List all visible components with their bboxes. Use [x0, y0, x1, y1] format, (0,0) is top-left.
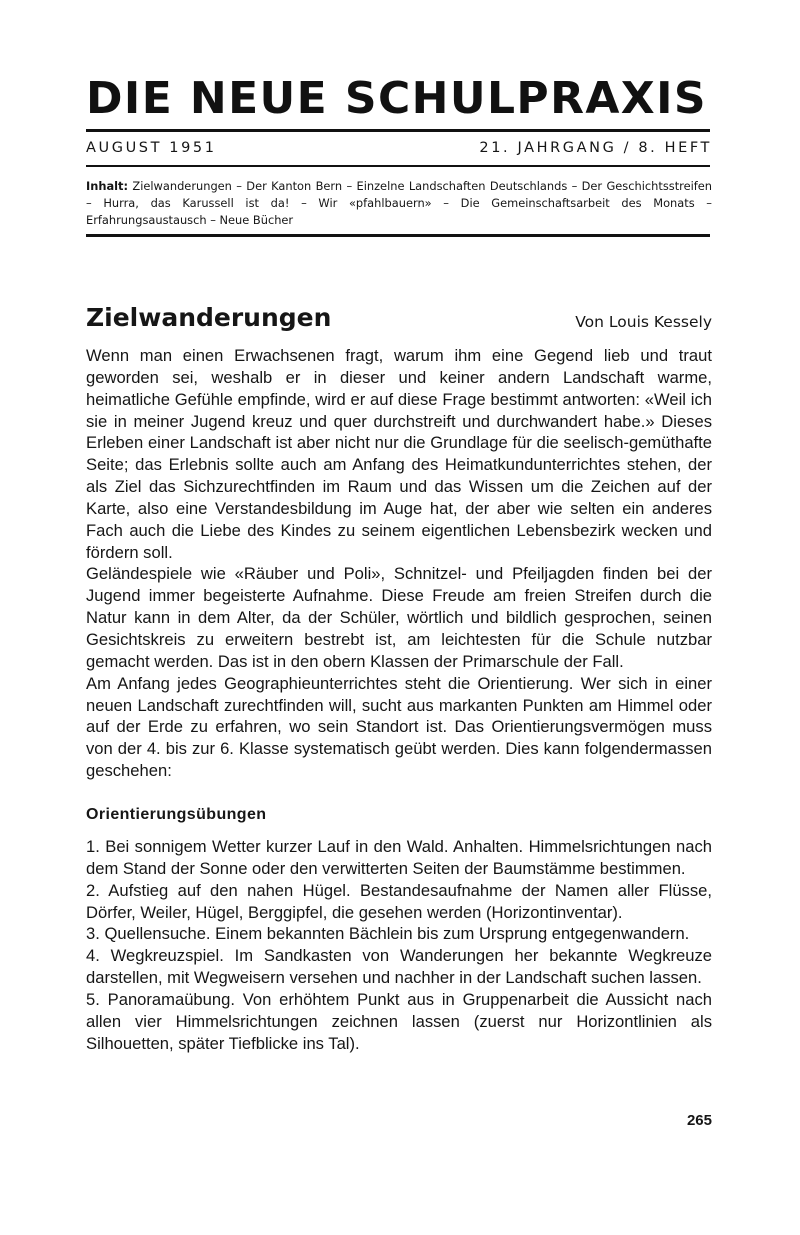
- issue-number: 21. JAHRGANG / 8. HEFT: [479, 140, 712, 156]
- toc-label: Inhalt:: [86, 179, 129, 193]
- article-title: Zielwanderungen: [86, 303, 332, 332]
- list-item: 2. Aufstieg auf den nahen Hügel. Bestandesaufnahme der Namen aller Flüsse, Dörfer, Weiler, Hügel, Berggipfel, die gesehen werden (Horizontinventar).: [86, 880, 712, 922]
- article-author: Von Louis Kessely: [575, 313, 712, 331]
- article-body: [86, 345, 712, 782]
- masthead-title: DIE NEUE SCHULPRAXIS: [86, 73, 707, 124]
- masthead-rule-middle: [86, 165, 710, 167]
- list-item: 5. Panoramaübung. Von erhöhtem Punkt aus in Gruppenarbeit die Aussicht nach allen vier Himmelsrichtungen zeichnen lassen (zuerst nur Horizontlinien als Silhouetten, später Tiefblicke ins Tal).: [86, 989, 712, 1053]
- exercise-list: [86, 836, 712, 1054]
- toc-rule-bottom: [86, 234, 710, 237]
- paragraph: Wenn man einen Erwachsenen fragt, warum ihm eine Gegend lieb und traut geworden sei, weshalb er in dieser und keiner andern Landschaft warme, heimatliche Gefühle empfinde, wird er auf diese Frage bestimmt antworten: «Weil ich sie in meiner Jugend kreuz und quer durchstreift und durchwandert habe.» Dieses Erleben einer Landschaft ist aber nicht nur die Grundlage für die seelisch-gemüthafte Seite; das Erlebnis sollte auch am Anfang des Heimatkundunterrichtes stehen, der als Ziel das Sichzurechtfinden im Raum und das Wissen um die Zeichen auf der Karte, also eine Verstandesbildung im Auge hat, der aber wie selten ein anderes Fach auch die Liebe des Kindes zu seinem eigentlichen Lebensbezirk wecken und fördern soll.: [86, 346, 712, 562]
- list-item: 1. Bei sonnigem Wetter kurzer Lauf in den Wald. Anhalten. Himmelsrichtungen nach dem Stand der Sonne oder den verwitterten Seiten der Baumstämme bestimmen.: [86, 837, 712, 878]
- masthead-rule-top: [86, 129, 710, 132]
- section-heading: Orientierungsübungen: [86, 806, 267, 823]
- list-item: 4. Wegkreuzspiel. Im Sandkasten von Wanderungen her bekannte Wegkreuze darstellen, mit Wegweisern versehen und nachher in der Landschaft suchen lassen.: [86, 946, 712, 988]
- table-of-contents: [86, 178, 712, 229]
- paragraph: Am Anfang jedes Geographieunterrichtes steht die Orientierung. Wer sich in einer neuen Landschaft zurechtfinden will, sucht aus markanten Punkten am Himmel oder auf der Erde zu erfahren, wo sein Standort ist. Das Orientierungsvermögen muss von der 4. bis zur 6. Klasse systematisch geübt werden. Dies kann folgendermassen geschehen:: [86, 673, 712, 781]
- issue-date: AUGUST 1951: [86, 140, 217, 156]
- list-item: 3. Quellensuche. Einem bekannten Bächlein bis zum Ursprung entgegenwandern.: [86, 924, 690, 944]
- paragraph: Geländespiele wie «Räuber und Poli», Schnitzel- und Pfeiljagden finden bei der Jugend immer begeisterte Aufnahme. Diese Freude am freien Streifen durch die Natur kann in dem Alter, da der Schüler, wörtlich und bildlich gesprochen, seinen Gesichtskreis zu erweitern bestrebt ist, am leichtesten für die Schule nutzbar gemacht werden. Das ist in den obern Klassen der Primarschule der Fall.: [86, 564, 712, 671]
- toc-text: Zielwanderungen – Der Kanton Bern – Einzelne Landschaften Deutschlands – Der Geschichtsstreifen – Hurra, das Karussell ist da! – Wir «pfahlbauern» – Die Gemeinschaftsarbeit des Monats – Erfahrungsaustausch – Neue Bücher: [86, 179, 713, 227]
- page-number: 265: [686, 1112, 712, 1129]
